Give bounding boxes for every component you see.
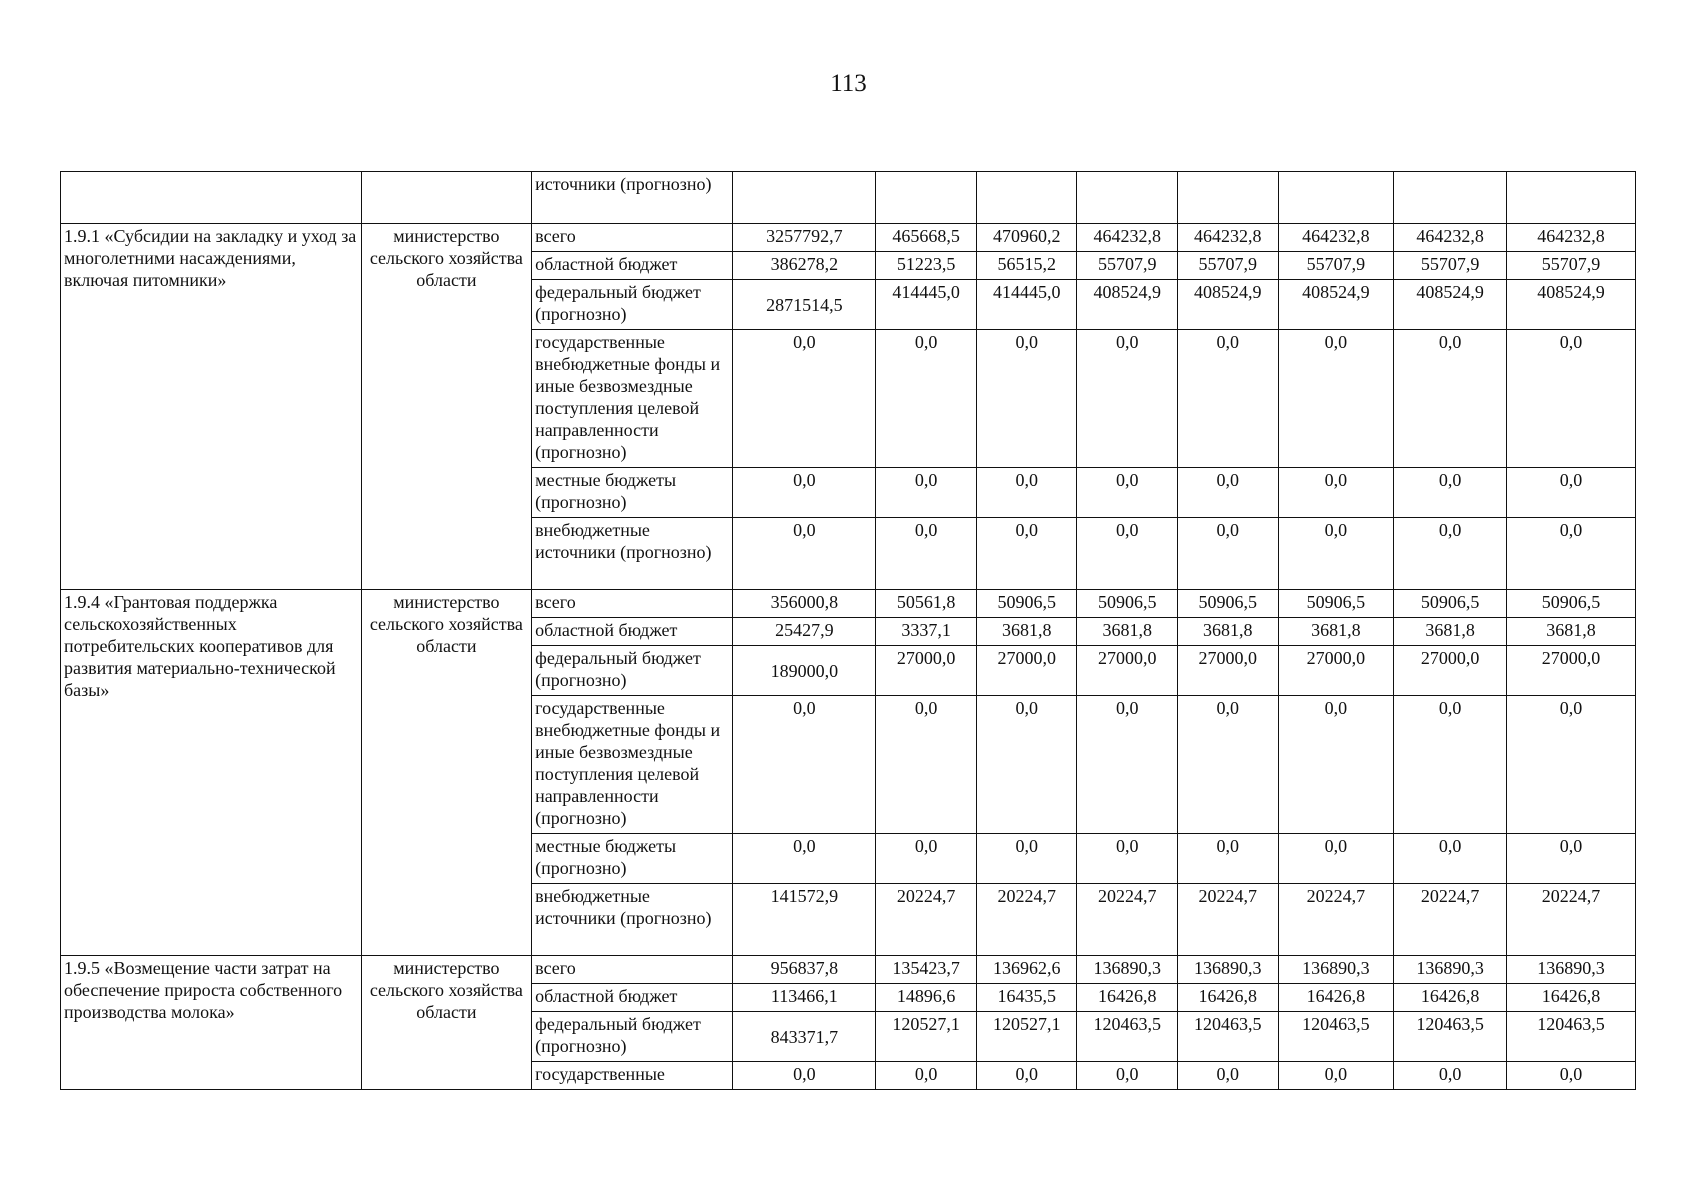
- year-value-cell: 0,0: [1506, 518, 1635, 590]
- value-cell: [1506, 172, 1635, 224]
- year-value-cell: 0,0: [1394, 696, 1507, 834]
- funding-source: федеральный бюджет (прогнозно): [532, 1012, 733, 1062]
- year-value-cell: 408524,9: [1278, 280, 1394, 330]
- year-value-cell: 3681,8: [976, 618, 1077, 646]
- value-cell: [1178, 172, 1279, 224]
- total-value-cell: 141572,9: [733, 884, 876, 956]
- year-value-cell: 20224,7: [1394, 884, 1507, 956]
- year-value-cell: 0,0: [1394, 518, 1507, 590]
- year-value-cell: 14896,6: [876, 984, 977, 1012]
- total-value-cell: 113466,1: [733, 984, 876, 1012]
- year-value-cell: 16426,8: [1077, 984, 1178, 1012]
- year-value-cell: 20224,7: [976, 884, 1077, 956]
- year-value-cell: 55707,9: [1178, 252, 1279, 280]
- year-value-cell: 16426,8: [1394, 984, 1507, 1012]
- year-value-cell: 0,0: [1278, 1062, 1394, 1090]
- page-number: 113: [830, 70, 867, 97]
- year-value-cell: 0,0: [1077, 834, 1178, 884]
- year-value-cell: 0,0: [976, 468, 1077, 518]
- funding-source: местные бюджеты (прогнозно): [532, 468, 733, 518]
- table-row: [61, 172, 1636, 224]
- funding-source: федеральный бюджет (прогнозно): [532, 646, 733, 696]
- year-value-cell: 0,0: [1506, 834, 1635, 884]
- year-value-cell: 464232,8: [1394, 224, 1507, 252]
- total-value-cell: 956837,8: [733, 956, 876, 984]
- total-value-cell: 189000,0: [733, 646, 876, 696]
- table-row: [61, 590, 1636, 618]
- year-value-cell: 414445,0: [976, 280, 1077, 330]
- table-row: [61, 224, 1636, 252]
- year-value-cell: 3681,8: [1394, 618, 1507, 646]
- executor-name: министерство сельского хозяйства области: [361, 590, 532, 956]
- year-value-cell: 464232,8: [1077, 224, 1178, 252]
- year-value-cell: 0,0: [1278, 834, 1394, 884]
- year-value-cell: 414445,0: [876, 280, 977, 330]
- value-cell: [876, 172, 977, 224]
- year-value-cell: 3681,8: [1278, 618, 1394, 646]
- value-cell: [976, 172, 1077, 224]
- value-cell: [1394, 172, 1507, 224]
- funding-source: областной бюджет: [532, 984, 733, 1012]
- year-value-cell: 0,0: [1278, 468, 1394, 518]
- year-value-cell: 50906,5: [1278, 590, 1394, 618]
- year-value-cell: 0,0: [1394, 1062, 1507, 1090]
- year-value-cell: 0,0: [876, 834, 977, 884]
- year-value-cell: 27000,0: [1077, 646, 1178, 696]
- year-value-cell: 0,0: [1077, 518, 1178, 590]
- total-value-cell: 2871514,5: [733, 280, 876, 330]
- source-cell: источники (прогнозно): [532, 172, 733, 224]
- year-value-cell: 0,0: [876, 518, 977, 590]
- year-value-cell: 16426,8: [1178, 984, 1279, 1012]
- year-value-cell: 0,0: [1178, 1062, 1279, 1090]
- year-value-cell: 120463,5: [1178, 1012, 1279, 1062]
- year-value-cell: 135423,7: [876, 956, 977, 984]
- year-value-cell: 0,0: [1394, 834, 1507, 884]
- program-name: 1.9.1 «Субсидии на закладку и уход за многолетними насаждениями, включая питомники»: [61, 224, 362, 590]
- year-value-cell: 0,0: [1178, 468, 1279, 518]
- total-value-cell: 843371,7: [733, 1012, 876, 1062]
- funding-source: местные бюджеты (прогнозно): [532, 834, 733, 884]
- year-value-cell: 51223,5: [876, 252, 977, 280]
- year-value-cell: 50906,5: [1077, 590, 1178, 618]
- funding-source: внебюджетные источники (прогнозно): [532, 884, 733, 956]
- year-value-cell: 408524,9: [1506, 280, 1635, 330]
- year-value-cell: 0,0: [1506, 468, 1635, 518]
- funding-source: областной бюджет: [532, 618, 733, 646]
- year-value-cell: 0,0: [976, 834, 1077, 884]
- year-value-cell: 0,0: [976, 330, 1077, 468]
- year-value-cell: 55707,9: [1077, 252, 1178, 280]
- year-value-cell: 136890,3: [1506, 956, 1635, 984]
- year-value-cell: 120463,5: [1278, 1012, 1394, 1062]
- year-value-cell: 464232,8: [1278, 224, 1394, 252]
- year-value-cell: 0,0: [876, 330, 977, 468]
- total-value-cell: 3257792,7: [733, 224, 876, 252]
- total-value-cell: 0,0: [733, 468, 876, 518]
- total-value-cell: 0,0: [733, 1062, 876, 1090]
- year-value-cell: 50906,5: [976, 590, 1077, 618]
- value-cell: [1077, 172, 1178, 224]
- program-name: 1.9.4 «Грантовая поддержка сельскохозяйственных потребительских кооперативов для развития материально-технической базы»: [61, 590, 362, 956]
- value-cell: [1278, 172, 1394, 224]
- year-value-cell: 0,0: [1077, 1062, 1178, 1090]
- year-value-cell: 0,0: [1394, 330, 1507, 468]
- year-value-cell: 0,0: [1278, 696, 1394, 834]
- year-value-cell: 20224,7: [1506, 884, 1635, 956]
- total-value-cell: 0,0: [733, 330, 876, 468]
- year-value-cell: 0,0: [1506, 1062, 1635, 1090]
- year-value-cell: 20224,7: [1077, 884, 1178, 956]
- year-value-cell: 0,0: [1278, 330, 1394, 468]
- total-value-cell: 386278,2: [733, 252, 876, 280]
- funding-source: областной бюджет: [532, 252, 733, 280]
- funding-source: федеральный бюджет (прогнозно): [532, 280, 733, 330]
- year-value-cell: 16426,8: [1278, 984, 1394, 1012]
- year-value-cell: 0,0: [1178, 834, 1279, 884]
- year-value-cell: 0,0: [876, 1062, 977, 1090]
- year-value-cell: 3681,8: [1506, 618, 1635, 646]
- year-value-cell: 0,0: [1178, 518, 1279, 590]
- year-value-cell: 3681,8: [1178, 618, 1279, 646]
- budget-table: [60, 171, 1636, 1090]
- year-value-cell: 0,0: [1506, 696, 1635, 834]
- funding-source: всего: [532, 224, 733, 252]
- year-value-cell: 27000,0: [976, 646, 1077, 696]
- total-value-cell: 356000,8: [733, 590, 876, 618]
- year-value-cell: 50906,5: [1178, 590, 1279, 618]
- year-value-cell: 55707,9: [1394, 252, 1507, 280]
- year-value-cell: 27000,0: [876, 646, 977, 696]
- year-value-cell: 55707,9: [1506, 252, 1635, 280]
- year-value-cell: 0,0: [1278, 518, 1394, 590]
- year-value-cell: 136962,6: [976, 956, 1077, 984]
- year-value-cell: 20224,7: [1278, 884, 1394, 956]
- year-value-cell: 120463,5: [1506, 1012, 1635, 1062]
- funding-source: государственные внебюджетные фонды и иные безвозмездные поступления целевой направленности (прогнозно): [532, 696, 733, 834]
- year-value-cell: 27000,0: [1394, 646, 1507, 696]
- year-value-cell: 136890,3: [1278, 956, 1394, 984]
- year-value-cell: 464232,8: [1178, 224, 1279, 252]
- total-value-cell: 0,0: [733, 518, 876, 590]
- year-value-cell: 27000,0: [1178, 646, 1279, 696]
- year-value-cell: 0,0: [976, 1062, 1077, 1090]
- year-value-cell: 3681,8: [1077, 618, 1178, 646]
- year-value-cell: 0,0: [1077, 468, 1178, 518]
- funding-source: государственные внебюджетные фонды и иные безвозмездные поступления целевой направленности (прогнозно): [532, 330, 733, 468]
- year-value-cell: 20224,7: [876, 884, 977, 956]
- total-value-cell: 0,0: [733, 834, 876, 884]
- year-value-cell: 120463,5: [1077, 1012, 1178, 1062]
- year-value-cell: 0,0: [976, 696, 1077, 834]
- year-value-cell: 136890,3: [1178, 956, 1279, 984]
- year-value-cell: 0,0: [876, 696, 977, 834]
- funding-source: внебюджетные источники (прогнозно): [532, 518, 733, 590]
- year-value-cell: 120527,1: [976, 1012, 1077, 1062]
- year-value-cell: 408524,9: [1077, 280, 1178, 330]
- year-value-cell: 0,0: [1394, 468, 1507, 518]
- year-value-cell: 50906,5: [1394, 590, 1507, 618]
- year-value-cell: 0,0: [1077, 696, 1178, 834]
- year-value-cell: 0,0: [1178, 330, 1279, 468]
- year-value-cell: 16426,8: [1506, 984, 1635, 1012]
- year-value-cell: 465668,5: [876, 224, 977, 252]
- program-name: 1.9.5 «Возмещение части затрат на обеспечение прироста собственного производства молока»: [61, 956, 362, 1090]
- funding-source: государственные: [532, 1062, 733, 1090]
- year-value-cell: 55707,9: [1278, 252, 1394, 280]
- year-value-cell: 0,0: [1077, 330, 1178, 468]
- executor-name: министерство сельского хозяйства области: [361, 224, 532, 590]
- year-value-cell: 27000,0: [1278, 646, 1394, 696]
- year-value-cell: 27000,0: [1506, 646, 1635, 696]
- year-value-cell: 0,0: [976, 518, 1077, 590]
- year-value-cell: 3337,1: [876, 618, 977, 646]
- year-value-cell: 120527,1: [876, 1012, 977, 1062]
- value-cell: [733, 172, 876, 224]
- year-value-cell: 56515,2: [976, 252, 1077, 280]
- total-value-cell: 25427,9: [733, 618, 876, 646]
- year-value-cell: 50906,5: [1506, 590, 1635, 618]
- year-value-cell: 50561,8: [876, 590, 977, 618]
- program-cell: [61, 172, 362, 224]
- year-value-cell: 20224,7: [1178, 884, 1279, 956]
- year-value-cell: 408524,9: [1394, 280, 1507, 330]
- executor-name: министерство сельского хозяйства области: [361, 956, 532, 1090]
- year-value-cell: 0,0: [1178, 696, 1279, 834]
- year-value-cell: 0,0: [876, 468, 977, 518]
- year-value-cell: 16435,5: [976, 984, 1077, 1012]
- year-value-cell: 120463,5: [1394, 1012, 1507, 1062]
- year-value-cell: 136890,3: [1394, 956, 1507, 984]
- year-value-cell: 464232,8: [1506, 224, 1635, 252]
- total-value-cell: 0,0: [733, 696, 876, 834]
- year-value-cell: 136890,3: [1077, 956, 1178, 984]
- table-row: [61, 956, 1636, 984]
- year-value-cell: 408524,9: [1178, 280, 1279, 330]
- funding-source: всего: [532, 956, 733, 984]
- executor-cell: [361, 172, 532, 224]
- funding-source: всего: [532, 590, 733, 618]
- year-value-cell: 470960,2: [976, 224, 1077, 252]
- year-value-cell: 0,0: [1506, 330, 1635, 468]
